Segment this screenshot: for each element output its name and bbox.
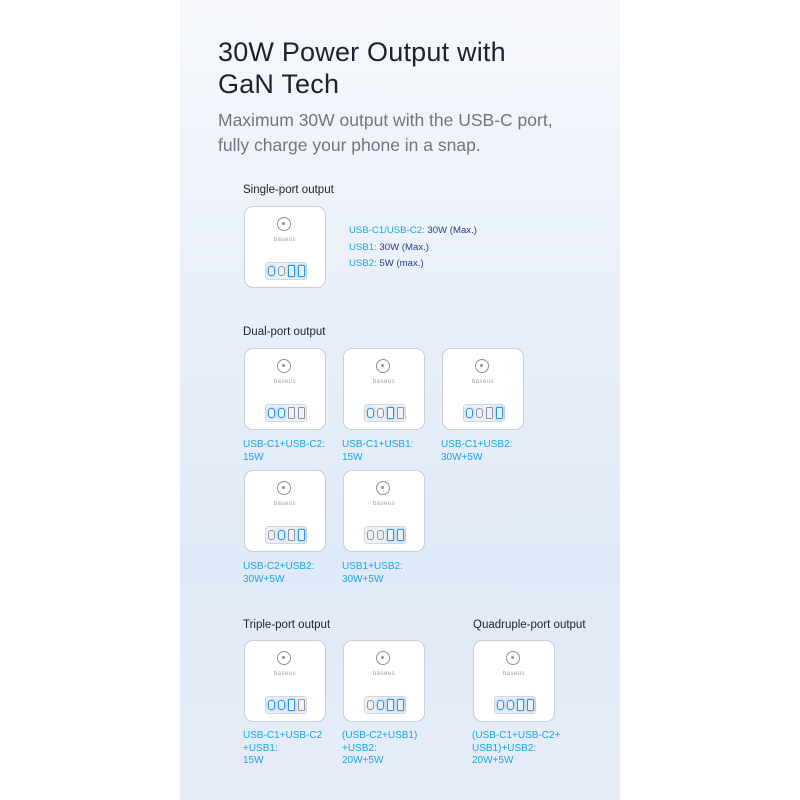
title-line-1: 30W Power Output with: [218, 37, 506, 67]
port-panel: [265, 262, 307, 280]
port-panel: [364, 404, 406, 422]
port-panel: [494, 696, 536, 714]
port-panel: [265, 696, 307, 714]
usb-c2-port-icon: [278, 408, 285, 418]
subtitle: [218, 108, 553, 158]
label-line: USB1+USB2:: [342, 561, 403, 572]
subtitle-line-1: Maximum 30W output with the USB-C port,: [218, 110, 553, 130]
label-line: +USB2:: [342, 742, 377, 754]
indicator-ring-icon: [277, 359, 291, 373]
page-title: [218, 36, 506, 100]
usb2-port-icon: [298, 265, 305, 277]
brand-logo: baseus: [273, 501, 297, 507]
charger-single: [244, 206, 326, 288]
usb1-port-icon: [387, 529, 394, 541]
usb-c1-port-icon: [268, 530, 275, 540]
spec-port: USB2:: [349, 258, 377, 269]
brand-logo: baseus: [502, 671, 526, 677]
usb-c2-port-icon: [278, 530, 285, 540]
label-line: 15W: [342, 451, 363, 463]
usb-c2-port-icon: [278, 266, 285, 276]
charger-dual-2: [343, 348, 425, 430]
indicator-ring-icon: [376, 481, 390, 495]
label-line: USB-C2+USB2:: [243, 561, 315, 572]
charger-dual-4: [244, 470, 326, 552]
usb-c1-port-icon: [268, 266, 275, 276]
usb-c1-port-icon: [268, 700, 275, 710]
usb-c1-port-icon: [367, 408, 374, 418]
usb2-port-icon: [527, 699, 534, 711]
usb1-port-icon: [288, 529, 295, 541]
usb2-port-icon: [298, 407, 305, 419]
port-panel: [463, 404, 505, 422]
usb-c2-port-icon: [507, 700, 514, 710]
subtitle-line-2: fully charge your phone in a snap.: [218, 135, 481, 155]
label-line: 30W+5W: [342, 573, 384, 585]
charger-dual-1: [244, 348, 326, 430]
charger-triple-1: [244, 640, 326, 722]
spec-port: USB-C1/USB-C2:: [349, 225, 425, 236]
usb-c2-port-icon: [278, 700, 285, 710]
port-panel: [364, 696, 406, 714]
charger-dual-3: [442, 348, 524, 430]
dual-label-4: [243, 561, 314, 586]
label-line: USB-C1+USB-C2: [243, 730, 323, 741]
usb-c1-port-icon: [268, 408, 275, 418]
usb1-port-icon: [288, 407, 295, 419]
dual-label-1: [243, 439, 325, 464]
section-dual-port: Dual-port output: [243, 326, 326, 338]
spec-value: 5W (max.): [376, 258, 424, 269]
label-line: 15W: [243, 755, 264, 766]
label-line: 30W+5W: [243, 573, 285, 585]
triple-label-1: [243, 730, 322, 768]
spec-usb2: [349, 258, 424, 269]
label-line: 20W+5W: [472, 755, 514, 766]
dual-label-5: [342, 561, 403, 586]
indicator-ring-icon: [376, 651, 390, 665]
charger-dual-5: [343, 470, 425, 552]
port-panel: [265, 526, 307, 544]
brand-logo: baseus: [372, 379, 396, 385]
label-line: USB1)+USB2:: [472, 742, 537, 754]
label-line: 20W+5W: [342, 755, 384, 766]
quadruple-label: [472, 730, 560, 768]
section-triple-port: Triple-port output: [243, 619, 331, 631]
brand-logo: baseus: [372, 671, 396, 677]
usb2-port-icon: [298, 529, 305, 541]
dual-label-3: [441, 439, 512, 464]
indicator-ring-icon: [376, 359, 390, 373]
brand-logo: baseus: [273, 379, 297, 385]
indicator-ring-icon: [277, 217, 291, 231]
indicator-ring-icon: [506, 651, 520, 665]
spec-usb1: [349, 242, 429, 253]
usb2-port-icon: [397, 407, 404, 419]
label-line: 15W: [243, 451, 264, 463]
brand-logo: baseus: [273, 671, 297, 677]
usb-c1-port-icon: [367, 530, 374, 540]
spec-usb-c: [349, 225, 477, 236]
usb1-port-icon: [517, 699, 524, 711]
usb-c1-port-icon: [497, 700, 504, 710]
section-single-port: Single-port output: [243, 184, 334, 196]
usb1-port-icon: [387, 699, 394, 711]
triple-label-2: [342, 730, 417, 768]
port-panel: [364, 526, 406, 544]
usb-c1-port-icon: [367, 700, 374, 710]
usb1-port-icon: [288, 699, 295, 711]
charger-triple-2: [343, 640, 425, 722]
brand-logo: baseus: [471, 379, 495, 385]
indicator-ring-icon: [277, 481, 291, 495]
indicator-ring-icon: [277, 651, 291, 665]
label-line: USB-C1+USB2:: [441, 439, 513, 450]
label-line: USB-C1+USB-C2:: [243, 439, 325, 450]
label-line: (USB-C1+USB-C2+: [472, 730, 561, 741]
usb-c2-port-icon: [377, 408, 384, 418]
label-line: (USB-C2+USB1): [342, 730, 418, 741]
title-line-2: GaN Tech: [218, 69, 340, 99]
label-line: USB-C1+USB1:: [342, 439, 414, 450]
indicator-ring-icon: [475, 359, 489, 373]
usb2-port-icon: [496, 407, 503, 419]
usb2-port-icon: [397, 699, 404, 711]
usb2-port-icon: [397, 529, 404, 541]
spec-value: 30W (Max.): [376, 242, 429, 253]
usb-c1-port-icon: [466, 408, 473, 418]
usb1-port-icon: [288, 265, 295, 277]
usb-c2-port-icon: [377, 530, 384, 540]
usb2-port-icon: [298, 699, 305, 711]
usb-c2-port-icon: [377, 700, 384, 710]
section-quadruple-port: Quadruple-port output: [473, 619, 586, 631]
usb1-port-icon: [486, 407, 493, 419]
usb-c2-port-icon: [476, 408, 483, 418]
label-line: 30W+5W: [441, 451, 483, 463]
brand-logo: baseus: [273, 237, 297, 243]
spec-value: 30W (Max.): [424, 225, 477, 236]
usb1-port-icon: [387, 407, 394, 419]
spec-port: USB1:: [349, 242, 377, 253]
charger-quadruple: [473, 640, 555, 722]
brand-logo: baseus: [372, 501, 396, 507]
port-panel: [265, 404, 307, 422]
label-line: +USB1:: [243, 742, 278, 754]
dual-label-2: [342, 439, 413, 464]
